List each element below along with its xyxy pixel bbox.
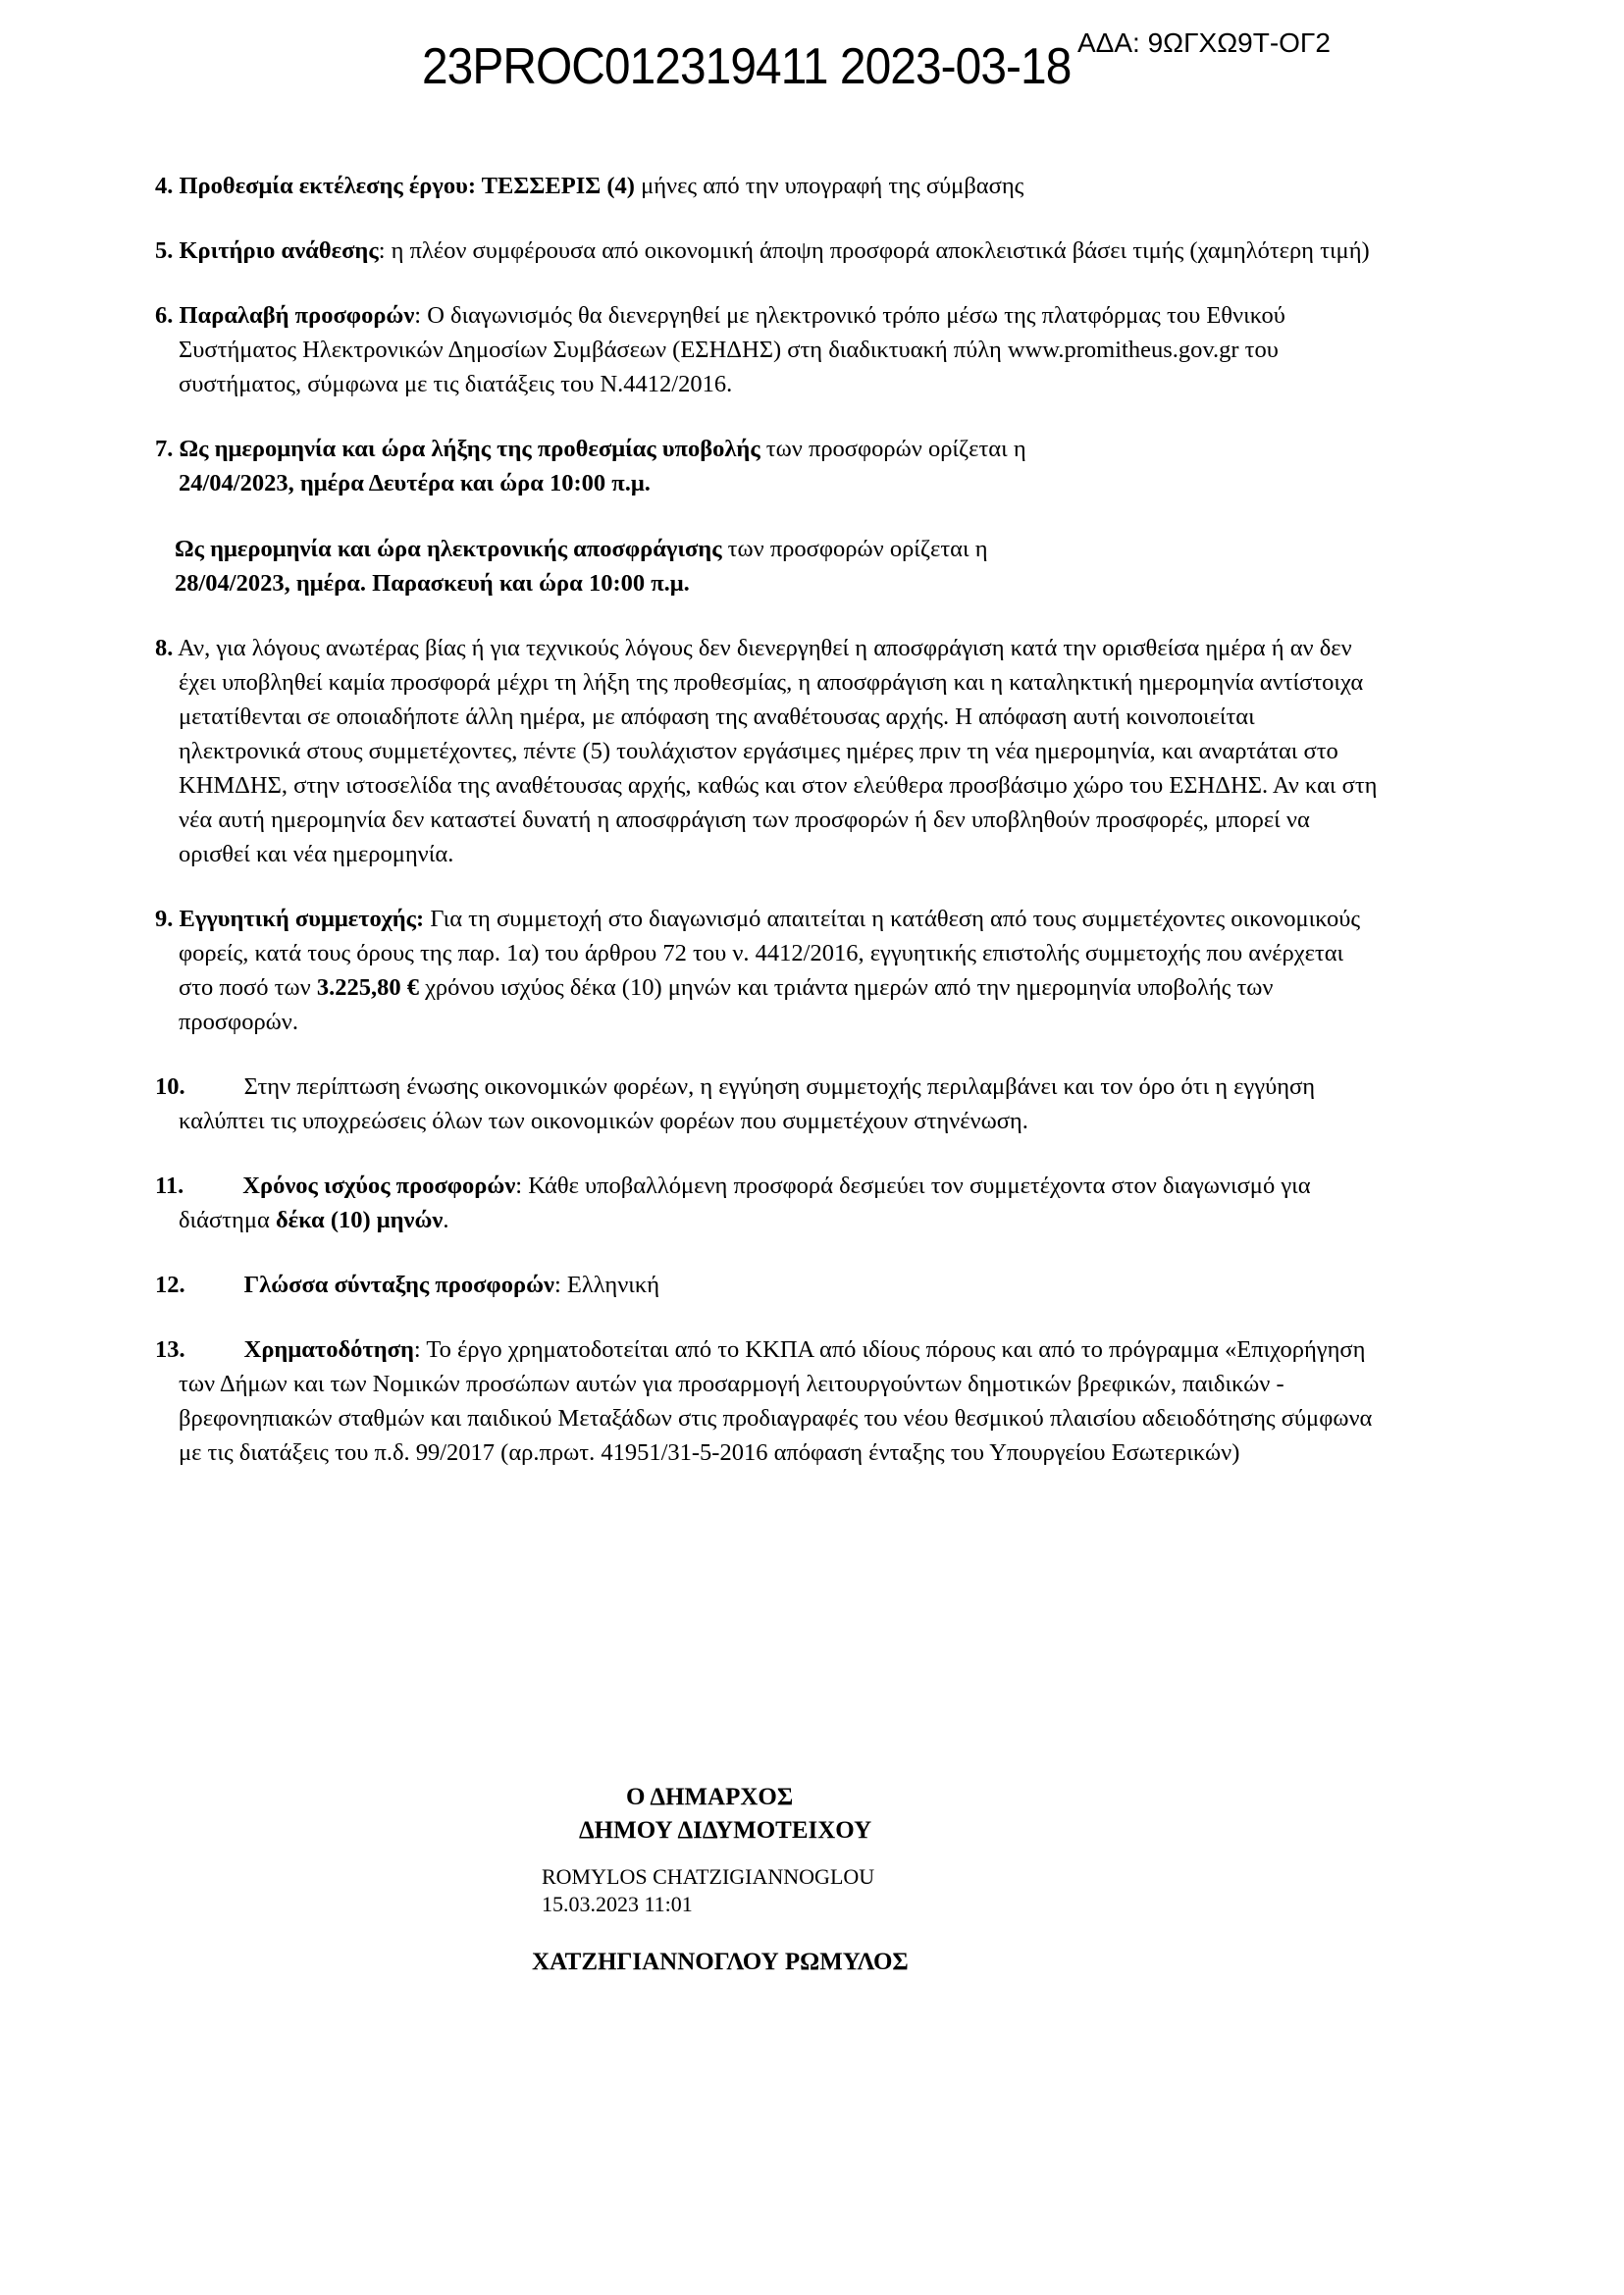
clause-text: Στην περίπτωση ένωσης οικονομικών φορέων, η εγγύηση συμμετοχής περιλαμβάνει και τον όρο ότι η εγγύηση καλύπτει τις υποχρεώσεις όλων των οικονομικών φορέων που συμμετέχουν στηνένωση.	[179, 1073, 1316, 1134]
clause-text: χρόνου ισχύος δέκα (10) μηνών και τριάντα ημερών από την ημερομηνία υποβολής των προσφορών.	[179, 974, 1274, 1035]
signatory-title: Ο ΔΗΜΑΡΧΟΣ	[626, 1784, 794, 1810]
clause-text: : Το έργο χρηματοδοτείται από το ΚΚΠΑ από ιδίους πόρους και από το πρόγραμμα «Επιχορήγηση των Δήμων και των Νομικών προσώπων αυτών για προσαρμογή λειτουργούντων δημοτικών βρεφικών, παιδικών - βρεφονηπιακών σταθμών και παιδικού Μεταξάδων στις προδιαγραφές του νέου θεσμικού πλαισίου αδειοδότησης σύμφωνα με τις διατάξεις του π.δ. 99/2017 (αρ.πρωτ. 41951/31-5-2016 απόφαση ένταξης του Υπουργείου Εσωτερικών)	[179, 1336, 1373, 1466]
procurement-reference-stamp: 23PROC012319411 2023-03-18	[422, 38, 1072, 95]
clause-number: 6.	[155, 302, 174, 329]
clause-5-award-criterion	[155, 234, 1382, 268]
digital-signature-date: 15.03.2023 11:01	[542, 1892, 693, 1916]
clause-text: των προσφορών ορίζεται η	[721, 536, 988, 562]
clause-number: 8.	[155, 635, 174, 661]
document-body	[155, 169, 1382, 1470]
clause-text: των προσφορών ορίζεται η	[760, 436, 1026, 462]
clause-number: 10.	[155, 1073, 185, 1100]
clause-label: Χρηματοδότηση	[243, 1336, 414, 1363]
clause-label: Ως ημερομηνία και ώρα ηλεκτρονικής αποσφράγισης	[175, 536, 722, 562]
clause-text: μήνες από την υπογραφή της σύμβασης	[634, 173, 1024, 199]
clause-text: Για τη συμμετοχή στο διαγωνισμό απαιτείται η κατάθεση από τους συμμετέχοντες οικονομικούς φορείς, κατά τους όρους της παρ. 1α) του άρθρου 72 του ν. 4412/2016, εγγυητικής επιστολής συμμετοχής που ανέρχεται στο ποσό των	[179, 906, 1361, 1001]
clause-text: Αν, για λόγους ανωτέρας βίας ή για τεχνικούς λόγους δεν διενεργηθεί η αποσφράγιση κατά την ορισθείσα ημέρα ή αν δεν έχει υποβληθεί καμία προσφορά μέχρι τη λήξη της προθεσμίας, η αποσφράγιση και η καταληκτική ημερομηνία αντίστοιχα μετατίθενται σε οποιαδήποτε άλλη ημέρα, με απόφαση της αναθέτουσας αρχής. Η απόφαση αυτή κοινοποιείται ηλεκτρονικά στους συμμετέχοντες, πέντε (5) τουλάχιστον εργάσιμες ημέρες πριν τη νέα ημερομηνία, και αναρτάται στο ΚΗΜΔΗΣ, στην ιστοσελίδα της αναθέτουσας αρχής, καθώς και στον ελεύθερα προσβάσιμο χώρο του ΕΣΗΔΗΣ. Αν και στη νέα αυτή ημερομηνία δεν καταστεί δυνατή η αποσφράγιση των προσφορών ή δεν υποβληθούν προσφορές, μπορεί να ορισθεί και νέα ημερομηνία.	[173, 635, 1378, 867]
clause-12-language	[155, 1268, 1382, 1302]
opening-date: 28/04/2023, ημέρα. Παρασκευή και ώρα 10:00 π.μ.	[175, 570, 690, 597]
clause-number: 11.	[155, 1173, 184, 1199]
clause-label: Προθεσμία εκτέλεσης έργου: ΤΕΣΣΕΡΙΣ (4)	[173, 173, 635, 199]
clause-number: 12.	[155, 1272, 185, 1298]
clause-label: Παραλαβή προσφορών	[173, 302, 415, 329]
clause-number: 5.	[155, 237, 174, 264]
clause-4-execution-deadline	[155, 169, 1382, 203]
signatory-municipality: ΔΗΜΟΥ ΔΙΔΥΜΟΤΕΙΧΟΥ	[579, 1817, 872, 1844]
validity-duration: δέκα (10) μηνών	[275, 1207, 444, 1233]
clause-label: Γλώσσα σύνταξης προσφορών	[243, 1272, 554, 1298]
clause-9-participation-guarantee	[155, 902, 1382, 1039]
digital-signature-name: ROMYLOS CHATZIGIANNOGLOU	[542, 1864, 875, 1889]
clause-7-submission-deadline	[155, 432, 1382, 500]
clause-7-opening-date	[155, 532, 1382, 600]
clause-text: : η πλέον συμφέρουσα από οικονομική άποψη προσφορά αποκλειστικά βάσει τιμής (χαμηλότερη τιμή)	[378, 237, 1370, 264]
clause-text: : Ο διαγωνισμός θα διενεργηθεί με ηλεκτρονικό τρόπο μέσω της πλατφόρμας του Εθνικού Συστήματος Ηλεκτρονικών Δημοσίων Συμβάσεων (ΕΣΗΔΗΣ) στη διαδικτυακή πύλη www.promitheus.gov.gr του συστήματος, σύμφωνα με τις διατάξεις του Ν.4412/2016.	[179, 302, 1285, 397]
clause-text: : Ελληνική	[553, 1272, 660, 1298]
clause-label: Εγγυητική συμμετοχής:	[173, 906, 425, 932]
submission-deadline-date: 24/04/2023, ημέρα Δευτέρα και ώρα 10:00 π.μ.	[179, 470, 651, 496]
clause-label: Χρόνος ισχύος προσφορών	[242, 1173, 516, 1199]
clause-number: 7.	[155, 436, 174, 462]
clause-8-postponement	[155, 631, 1382, 871]
clause-label: Ως ημερομηνία και ώρα λήξης της προθεσμίας υποβολής	[173, 436, 760, 462]
clause-13-funding	[155, 1332, 1382, 1470]
clause-label: Κριτήριο ανάθεσης	[173, 237, 379, 264]
clause-number: 9.	[155, 906, 174, 932]
clause-number: 4.	[155, 173, 174, 199]
ada-code-stamp: ΑΔΑ: 9ΩΓΧΩ9Τ-ΟΓ2	[1077, 27, 1331, 58]
clause-text: .	[443, 1207, 449, 1233]
clause-10-consortium-guarantee	[155, 1069, 1382, 1138]
signatory-name: ΧΑΤΖΗΓΙΑΝΝΟΓΛΟΥ ΡΩΜΥΛΟΣ	[532, 1949, 909, 1975]
clause-number: 13.	[155, 1336, 185, 1363]
clause-text: : Κάθε υποβαλλόμενη προσφορά δεσμεύει τον συμμετέχοντα στον διαγωνισμό για διάστημα	[179, 1173, 1311, 1233]
clause-11-offer-validity	[155, 1169, 1382, 1237]
guarantee-amount: 3.225,80 €	[316, 974, 419, 1001]
clause-6-offer-receipt	[155, 298, 1382, 401]
